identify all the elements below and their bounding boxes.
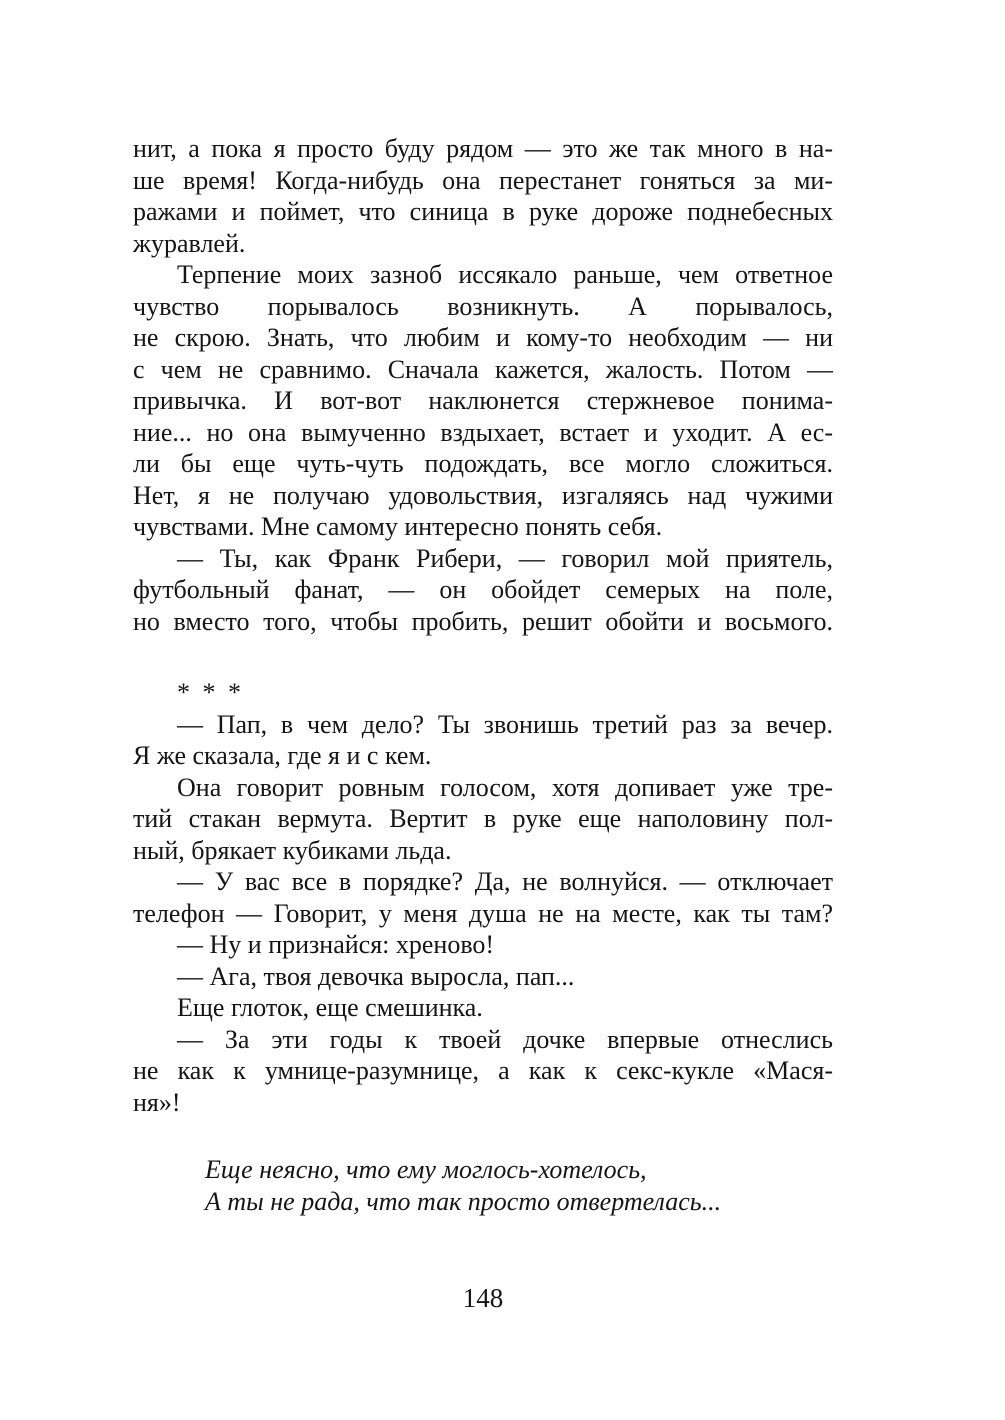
paragraph (133, 709, 833, 772)
paragraph (133, 772, 833, 867)
text-line: тий стакан вермута. Вертит в руке еще наполовину пол- (133, 804, 833, 833)
text-line: — Ты, как Франк Рибери, — говорил мой приятель, (177, 543, 833, 573)
text-line: нит, а пока я просто буду рядом — это же так много в на- (133, 134, 833, 163)
text-line: ние... но она вымученно вздыхает, встает и уходит. А ес- (133, 417, 833, 447)
text-line: не скрою. Знать, что любим и кому-то необходим — ни (133, 323, 833, 352)
paragraph (133, 992, 833, 1024)
verse-line: Еще неясно, что ему моглось-хотелось, (205, 1155, 647, 1184)
text-line: — За эти годы к твоей дочке впервые отнеслись (177, 1024, 833, 1054)
text-line: привычка. И вот-вот наклюнется стержневое понима- (133, 386, 833, 415)
paragraph (133, 929, 833, 961)
text-line: — Ага, твоя девочка выросла, пап... (177, 961, 575, 991)
text-line: телефон — Говорит, у меня душа не на месте, как ты там? (133, 898, 833, 928)
paragraph (133, 543, 833, 638)
verse-line: А ты не рада, что так просто отвертелась... (205, 1186, 722, 1216)
text-line: — Пап, в чем дело? Ты звонишь третий раз за вечер. (177, 709, 833, 739)
paragraph (133, 1024, 833, 1119)
text-block (133, 133, 833, 1217)
paragraph (133, 133, 833, 259)
text-line: чувствами. Мне самому интересно понять себя. (133, 512, 663, 541)
text-line: чувство порывалось возникнуть. А порывалось, (133, 291, 833, 321)
text-line: Я же сказала, где я и с кем. (133, 741, 432, 770)
text-line: — У вас все в порядке? Да, не волнуйся. — отключает (177, 867, 833, 896)
text-line: журавлей. (133, 228, 246, 258)
text-line: ражами и поймет, что синица в руке дороже поднебесных (133, 197, 833, 226)
text-line: ли бы еще чуть-чуть подождать, все могло сложиться. (133, 449, 833, 478)
text-line: Терпение моих зазноб иссякало раньше, чем ответное (177, 260, 833, 289)
text-line: Нет, я не получаю удовольствия, изгаляясь над чужими (133, 480, 833, 510)
text-line: с чем не сравнимо. Сначала кажется, жалость. Потом — (133, 354, 833, 384)
text-line: Еще глоток, еще смешинка. (177, 993, 483, 1022)
text-line: но вместо того, чтобы пробить, решит обойти и восьмого. (133, 606, 833, 636)
text-line: футбольный фанат, — он обойдет семерых на поле, (133, 575, 833, 604)
section-separator: * * * (177, 678, 244, 707)
text-line: Она говорит ровным голосом, хотя допивает уже тре- (177, 772, 833, 802)
page-number: 148 (462, 1283, 504, 1313)
text-line: ня»! (133, 1087, 181, 1117)
paragraph (133, 259, 833, 543)
paragraph (133, 961, 833, 993)
text-line: ный, брякает кубиками льда. (133, 835, 452, 865)
paragraph (133, 866, 833, 929)
text-line: ше время! Когда-нибудь она перестанет гоняться за ми- (133, 165, 833, 195)
text-line: не как к умнице-разумнице, а как к секс-кукле «Мася- (133, 1056, 833, 1085)
text-line: — Ну и признайся: хреново! (177, 930, 495, 959)
verse (133, 1154, 833, 1217)
